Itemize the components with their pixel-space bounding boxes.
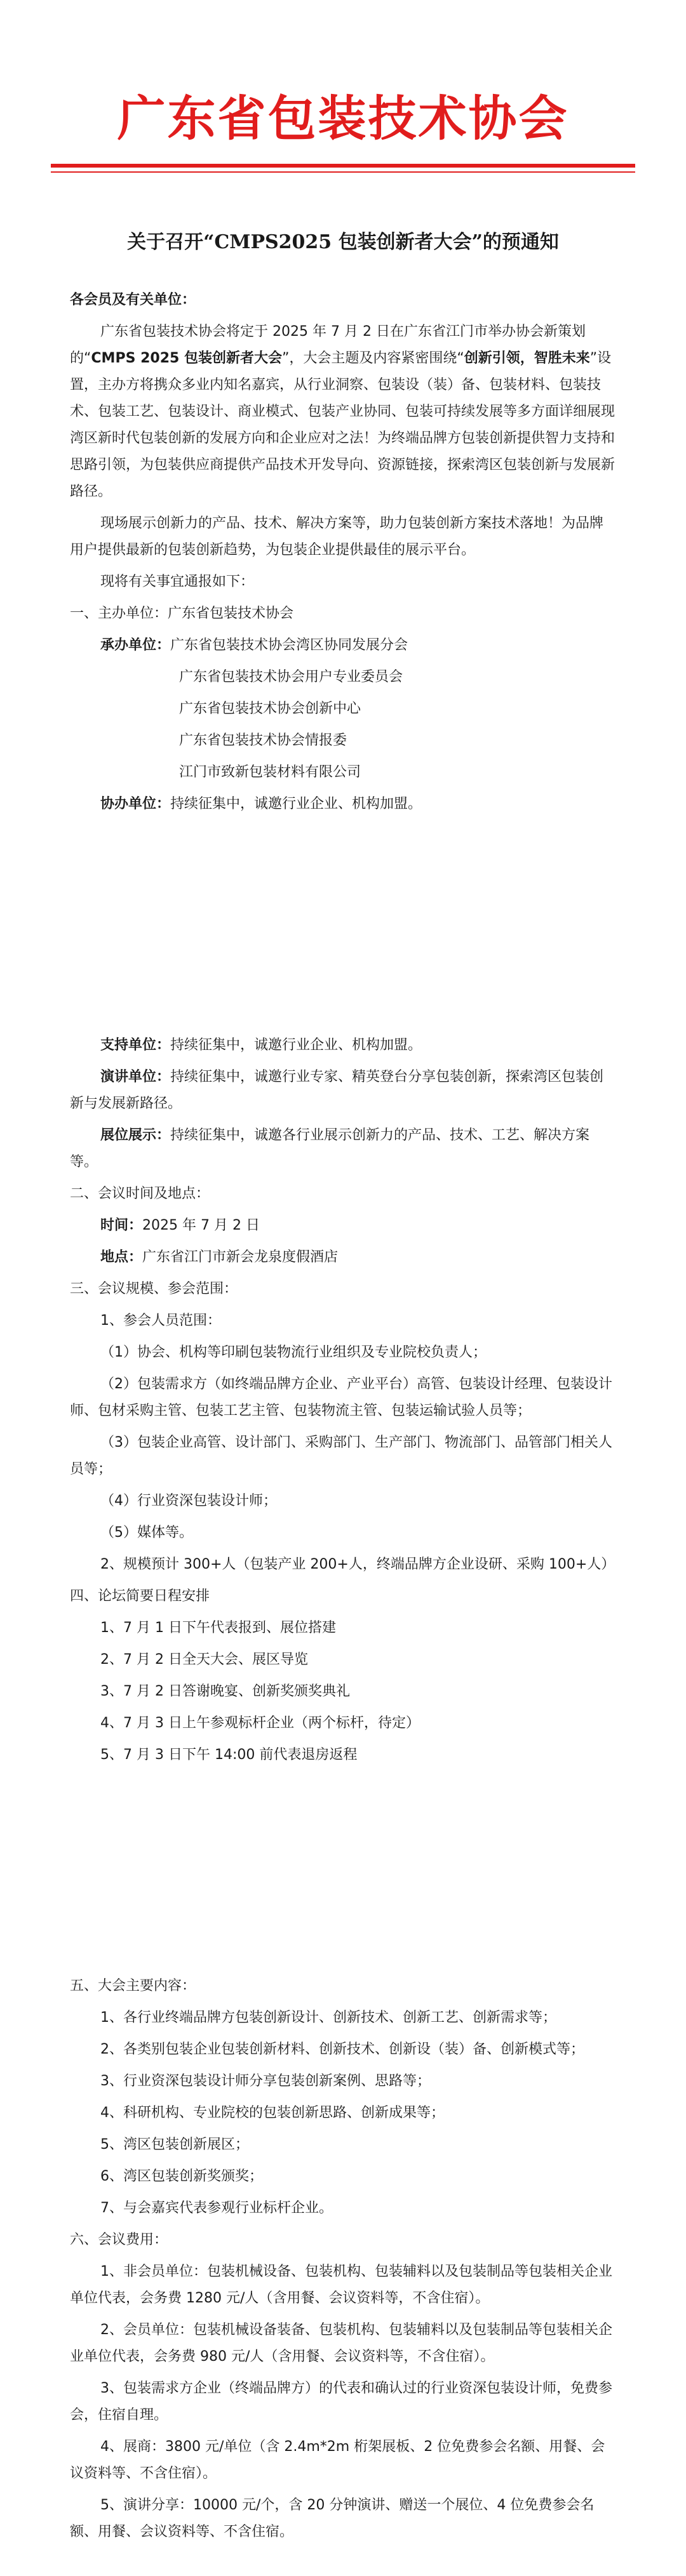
- meeting-place-line: [70, 1244, 616, 1271]
- event-theme: 创新引领，智胜未来: [464, 350, 590, 366]
- fee-item-4: 4、展商：3800 元/单位（含 2.4m*2m 桁架展板、2 位免费参会名额、用餐、会议资料等、不含住宿）。: [70, 2439, 605, 2481]
- co-organizer-3: 广东省包装技术协会创新中心: [179, 701, 361, 717]
- middle-block: [70, 1032, 616, 1769]
- content-item-5: 5、湾区包装创新展区；: [100, 2137, 249, 2153]
- support-unit-label: 支持单位：: [100, 1037, 171, 1053]
- section-1-line: [70, 601, 616, 627]
- assist-unit-text: 持续征集中，诚邀行业企业、机构加盟。: [170, 796, 422, 812]
- intro-text-b: ”，大会主题及内容紧密围绕“: [281, 350, 464, 366]
- header-rule-thin: [51, 171, 635, 173]
- meeting-place-label: 地点：: [100, 1249, 143, 1265]
- fee-item-1: 1、非会员单位：包装机械设备、包装机构、包装辅料以及包装制品等包装相关企业单位代表，会务费 1280 元/人（含用餐、会议资料等，不含住宿）。: [70, 2264, 612, 2306]
- bottom-block: [70, 1973, 616, 2546]
- event-name: CMPS 2025 包装创新者大会: [91, 350, 282, 366]
- attendee-scale: 2、规模预计 300+人（包装产业 200+人，终端品牌方企业设研、采购 100+人）: [100, 1557, 615, 1572]
- co-organizer-2: 广东省包装技术协会用户专业委员会: [179, 669, 403, 685]
- section-3-heading: 三、会议规模、参会范围：: [70, 1281, 238, 1297]
- schedule-item-3: 3、7 月 2 日答谢晚宴、创新奖颁奖典礼: [100, 1683, 350, 1699]
- attendee-item-2: （2）包装需求方（如终端品牌方企业、产业平台）高管、包装设计经理、包装设计师、包材采购主管、包装工艺主管、包装物流主管、包装运输试验人员等；: [70, 1376, 612, 1419]
- co-organizer-line: [70, 632, 616, 659]
- meeting-time-line: [70, 1212, 616, 1239]
- co-organizer-5: 江门市致新包装材料有限公司: [179, 764, 361, 780]
- attendee-item-4: （4）行业资深包装设计师；: [100, 1493, 277, 1509]
- schedule-item-2: 2、7 月 2 日全天大会、展区导览: [100, 1652, 308, 1668]
- attendee-item-5: （5）媒体等。: [100, 1525, 193, 1541]
- fee-item-3: 3、包装需求方企业（终端品牌方）的代表和确认过的行业资深包装设计师，免费参会，住宿自理。: [70, 2380, 612, 2423]
- co-organizer-label: 承办单位：: [100, 637, 171, 653]
- attendee-item-3: （3）包装企业高管、设计部门、采购部门、生产部门、物流部门、品管部门相关人员等；: [70, 1435, 612, 1477]
- assist-unit-line: [70, 791, 616, 818]
- content-item-4: 4、科研机构、专业院校的包装创新思路、创新成果等；: [100, 2105, 445, 2121]
- intro-block: [70, 287, 616, 818]
- support-unit-line: [70, 1032, 616, 1059]
- content-item-3: 3、行业资深包装设计师分享包装创新案例、思路等；: [100, 2073, 431, 2089]
- intro-paragraph-2: 现场展示创新力的产品、技术、解决方案等，助力包装创新方案技术落地！为品牌用户提供最新的包装创新趋势，为包装企业提供最佳的展示平台。: [70, 515, 604, 558]
- schedule-item-4: 4、7 月 3 日上午参观标杆企业（两个标杆，待定）: [100, 1715, 420, 1731]
- section-6-heading: 六、会议费用：: [70, 2232, 168, 2248]
- co-organizer-4: 广东省包装技术协会情报委: [179, 733, 347, 748]
- content-item-2: 2、各类别包装企业包装创新材料、创新技术、创新设（装）备、创新模式等；: [100, 2042, 584, 2057]
- expo-text: 持续征集中，诚邀各行业展示创新力的产品、技术、工艺、解决方案等。: [70, 1127, 590, 1170]
- meeting-time: 2025 年 7 月 2 日: [142, 1218, 260, 1233]
- intro-paragraph-1: [70, 319, 616, 505]
- fee-item-2: 2、会员单位：包装机械设备装备、包装机构、包装辅料以及包装制品等包装相关企业单位代表，会务费 980 元/人（含用餐、会议资料等，不含住宿）。: [70, 2322, 612, 2365]
- section-5-heading: 五、大会主要内容：: [70, 1978, 196, 1994]
- attendee-item-1: （1）协会、机构等印刷包装物流行业组织及专业院校负责人；: [100, 1344, 487, 1360]
- meeting-place: 广东省江门市新会龙泉度假酒店: [142, 1249, 339, 1265]
- org-name-heading: 广东省包装技术协会: [117, 90, 569, 147]
- intro-text-a: 广东省包装技术协会将定于 2025 年 7 月 2 日在广东省江门市举办协会新策划的“: [70, 324, 586, 366]
- attendee-scope-title: 1、参会人员范围：: [100, 1313, 221, 1329]
- content-item-6: 6、湾区包装创新奖颁奖；: [100, 2168, 263, 2184]
- schedule-item-5: 5、7 月 3 日下午 14:00 前代表退房返程: [100, 1747, 358, 1763]
- content-item-1: 1、各行业终端品牌方包装创新设计、创新技术、创新工艺、创新需求等；: [100, 2010, 556, 2026]
- intro-text-c: ”设置，主办方将携众多业内知名嘉宾，从行业洞察、包装设（装）备、包装材料、包装技术、包装工艺、包装设计、商业模式、包装产业协同、包装可持续发展等多方面详细展现湾区新时代包装创新的发展方向和企业应对之法！为终端品牌方包装创新提供智力支持和思路引领，为包装供应商提供产品技术开发导向、资源链接，探索湾区包装创新与发展新路径。: [70, 350, 615, 500]
- notice-title: 关于召开“CMPS2025 包装创新者大会”的预通知: [127, 231, 559, 253]
- meeting-time-label: 时间：: [100, 1218, 143, 1233]
- expo-line: [70, 1122, 616, 1176]
- header-rule-thick: [51, 164, 635, 168]
- co-organizer-1: 广东省包装技术协会湾区协同发展分会: [170, 637, 408, 653]
- support-unit-text: 持续征集中，诚邀行业企业、机构加盟。: [170, 1037, 422, 1053]
- salutation: 各会员及有关单位：: [70, 292, 196, 308]
- assist-unit-label: 协办单位：: [100, 796, 171, 812]
- expo-label: 展位展示：: [100, 1127, 171, 1143]
- speech-unit-label: 演讲单位：: [100, 1069, 171, 1085]
- schedule-item-1: 1、7 月 1 日下午代表报到、展位搭建: [100, 1620, 336, 1636]
- content-item-7: 7、与会嘉宾代表参观行业标杆企业。: [100, 2200, 333, 2216]
- fee-item-5: 5、演讲分享：10000 元/个，含 20 分钟演讲、赠送一个展位、4 位免费参会名额、用餐、会议资料等、不含住宿。: [70, 2497, 595, 2540]
- host-unit: 广东省包装技术协会: [168, 606, 294, 621]
- speech-unit-line: [70, 1064, 616, 1117]
- section-1-heading: 一、主办单位：: [70, 606, 168, 621]
- section-2-heading: 二、会议时间及地点：: [70, 1186, 210, 1202]
- section-4-heading: 四、论坛简要日程安排: [70, 1588, 210, 1604]
- intro-paragraph-3: 现将有关事宜通报如下：: [100, 574, 255, 590]
- speech-unit-text: 持续征集中，诚邀行业专家、精英登台分享包装创新，探索湾区包装创新与发展新路径。: [70, 1069, 604, 1112]
